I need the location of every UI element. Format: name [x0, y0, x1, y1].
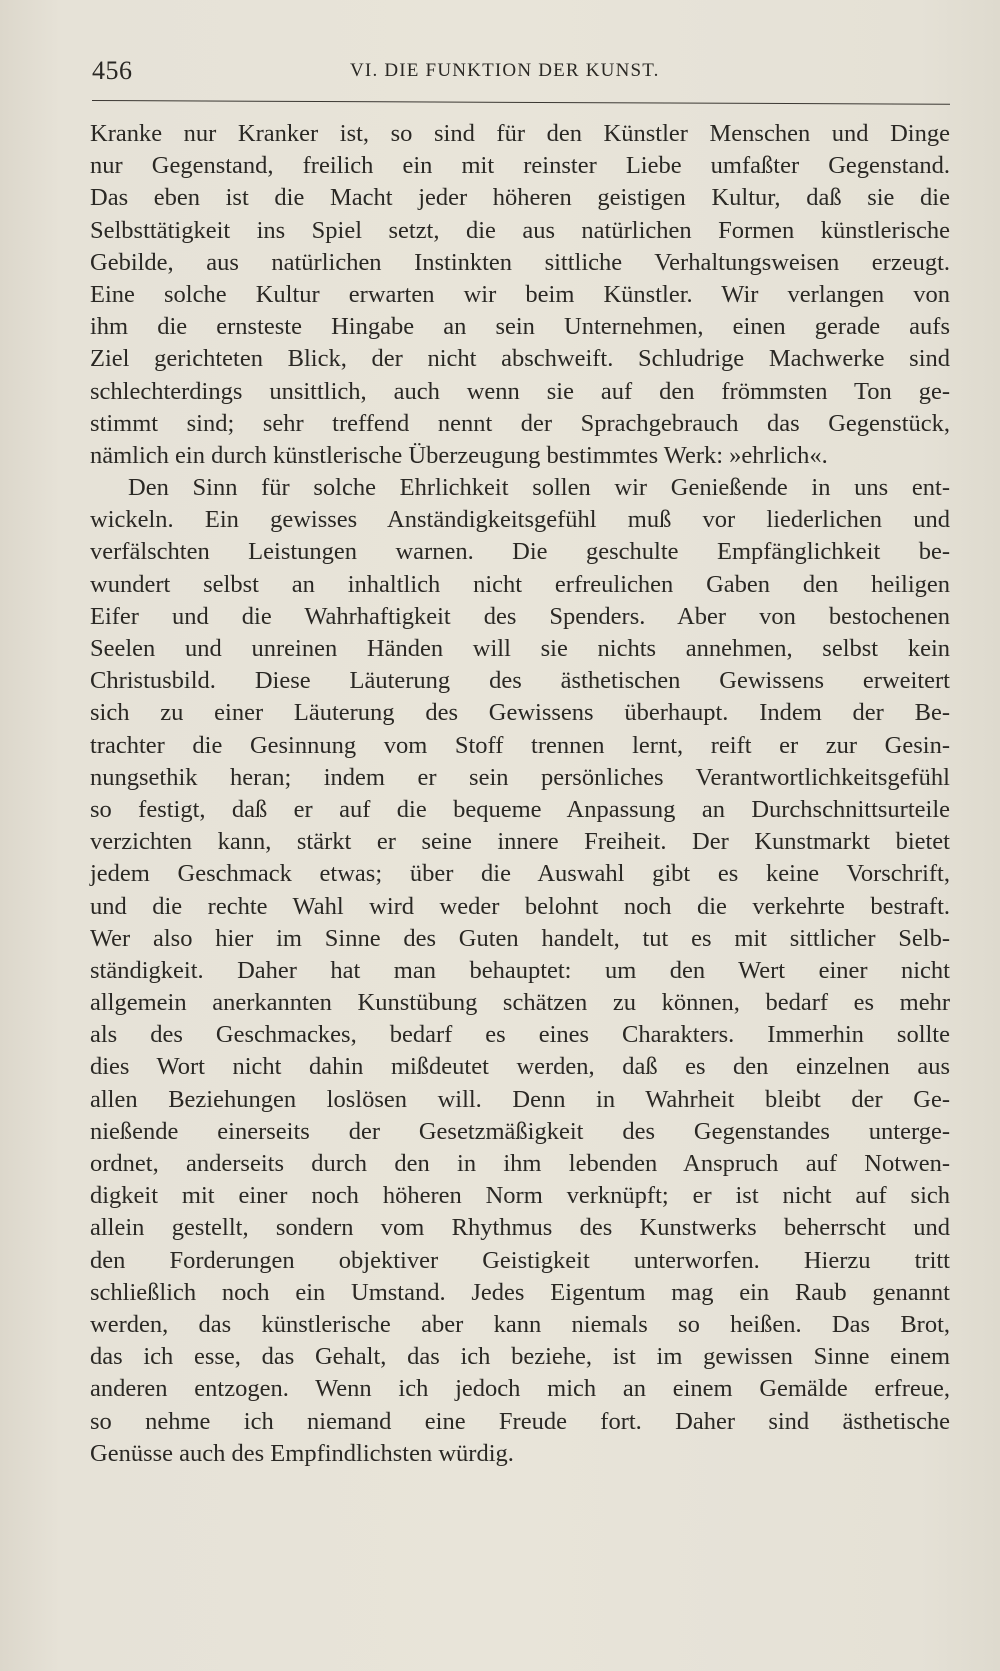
text-line: Das eben ist die Macht jeder höheren geistigen Kultur, daß sie die: [90, 184, 950, 212]
text-line: das ich esse, das Gehalt, das ich beziehe, ist im gewissen Sinne einem: [90, 1343, 950, 1371]
text-line: anderen entzogen. Wenn ich jedoch mich an einem Gemälde erfreue,: [90, 1375, 950, 1403]
text-line: Eifer und die Wahrhaftigkeit des Spenders. Aber von bestochenen: [90, 602, 950, 630]
text-line: werden, das künstlerische aber kann niemals so heißen. Das Brot,: [90, 1310, 950, 1338]
text-line: nur Gegenstand, freilich ein mit reinster Liebe umfaßter Gegenstand.: [90, 152, 950, 180]
text-line: schließlich noch ein Umstand. Jedes Eigentum mag ein Raub genannt: [90, 1278, 950, 1306]
running-head: VI. DIE FUNKTION DER KUNST.: [350, 60, 660, 81]
page-header: [92, 56, 952, 90]
text-line: als des Geschmackes, bedarf es eines Charakters. Immerhin sollte: [90, 1021, 950, 1049]
text-line: Kranke nur Kranker ist, so sind für den Künstler Menschen und Dinge: [90, 120, 950, 147]
body-text: [90, 118, 950, 1470]
header-rule: [92, 100, 950, 105]
text-line: ordnet, anderseits durch den in ihm lebenden Anspruch auf Notwen-: [90, 1150, 950, 1177]
text-line: Genüsse auch des Empfindlichsten würdig.: [90, 1439, 514, 1467]
text-line: digkeit mit einer noch höheren Norm verknüpft; er ist nicht auf sich: [90, 1182, 950, 1210]
text-line: den Forderungen objektiver Geistigkeit unterworfen. Hierzu tritt: [90, 1246, 950, 1274]
page-number: 456: [92, 56, 133, 85]
text-line: sich zu einer Läuterung des Gewissens überhaupt. Indem der Be-: [90, 699, 950, 727]
text-line: Ziel gerichteten Blick, der nicht abschweift. Schludrige Machwerke sind: [90, 345, 950, 373]
text-line: und die rechte Wahl wird weder belohnt noch die verkehrte bestraft.: [90, 892, 950, 920]
text-line: dies Wort nicht dahin mißdeutet werden, daß es den einzelnen aus: [90, 1053, 950, 1081]
text-line: Christusbild. Diese Läuterung des ästhetischen Gewissens erweitert: [90, 667, 950, 695]
text-line: wundert selbst an inhaltlich nicht erfreulichen Gaben den heiligen: [90, 570, 950, 598]
text-line: allen Beziehungen loslösen will. Denn in Wahrheit bleibt der Ge-: [90, 1085, 950, 1113]
text-line: trachter die Gesinnung vom Stoff trennen lernt, reift er zur Gesin-: [90, 731, 950, 759]
text-line: Den Sinn für solche Ehrlichkeit sollen wir Genießende in uns ent-: [128, 474, 950, 502]
text-line: jedem Geschmack etwas; über die Auswahl gibt es keine Vorschrift,: [90, 860, 950, 888]
text-line: so festigt, daß er auf die bequeme Anpassung an Durchschnittsurteile: [90, 795, 950, 823]
text-line: Eine solche Kultur erwarten wir beim Künstler. Wir verlangen von: [90, 280, 950, 308]
text-line: allgemein anerkannten Kunstübung schätzen zu können, bedarf es mehr: [90, 989, 950, 1017]
text-line: schlechterdings unsittlich, auch wenn sie auf den frömmsten Ton ge-: [90, 377, 950, 405]
text-line: Selbsttätigkeit ins Spiel setzt, die aus natürlichen Formen künstlerische: [90, 216, 950, 244]
text-line: verfälschten Leistungen warnen. Die geschulte Empfänglichkeit be-: [90, 538, 950, 566]
text-line: ihm die ernsteste Hingabe an sein Unternehmen, einen gerade aufs: [90, 313, 950, 341]
text-line: Wer also hier im Sinne des Guten handelt, tut es mit sittlicher Selb-: [90, 924, 950, 952]
text-line: Gebilde, aus natürlichen Instinkten sittliche Verhaltungsweisen erzeugt.: [90, 248, 950, 276]
text-line: wickeln. Ein gewisses Anständigkeitsgefühl muß vor liederlichen und: [90, 506, 950, 534]
text-line: nießende einerseits der Gesetzmäßigkeit des Gegenstandes unterge-: [90, 1117, 950, 1145]
text-line: stimmt sind; sehr treffend nennt der Sprachgebrauch das Gegenstück,: [90, 409, 950, 437]
text-line: ständigkeit. Daher hat man behauptet: um den Wert einer nicht: [90, 956, 950, 984]
text-line: Seelen und unreinen Händen will sie nichts annehmen, selbst kein: [90, 635, 950, 662]
text-line: nämlich ein durch künstlerische Überzeugung bestimmtes Werk: »ehrlich«.: [90, 441, 828, 469]
text-line: nungsethik heran; indem er sein persönliches Verantwortlichkeitsgefühl: [90, 763, 950, 791]
text-line: so nehme ich niemand eine Freude fort. Daher sind ästhetische: [90, 1407, 950, 1435]
text-line: verzichten kann, stärkt er seine innere Freiheit. Der Kunstmarkt bietet: [90, 828, 950, 856]
text-line: allein gestellt, sondern vom Rhythmus des Kunstwerks beherrscht und: [90, 1214, 950, 1242]
